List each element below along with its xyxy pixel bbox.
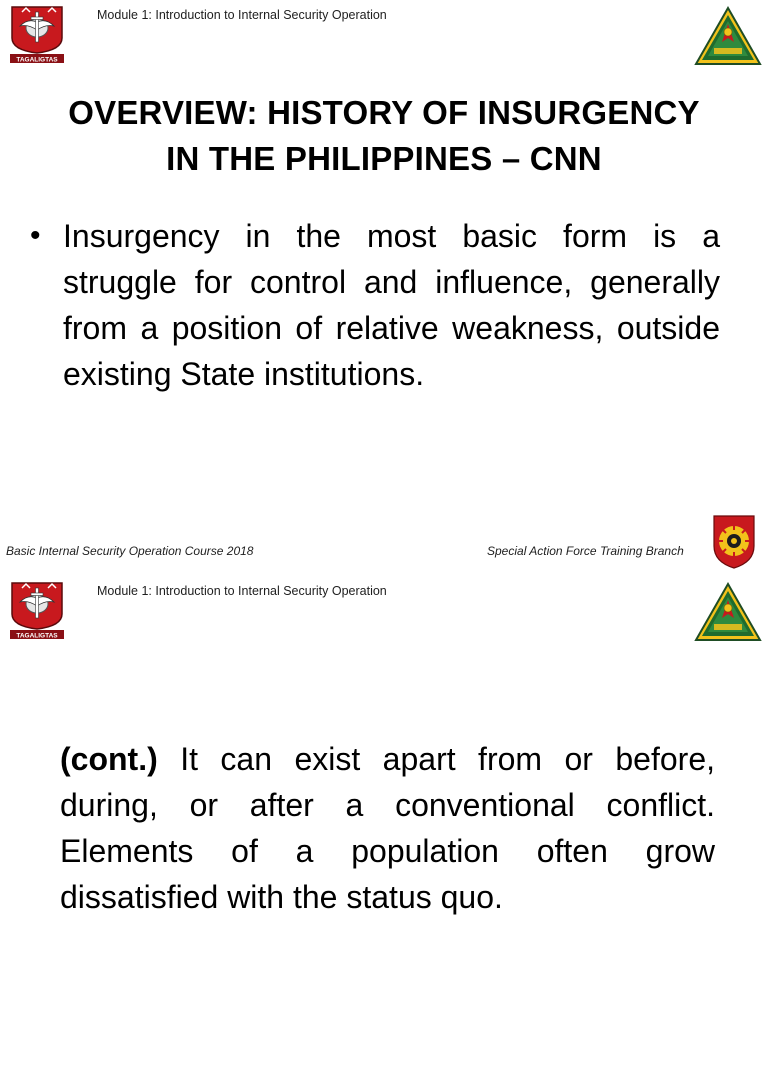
sword-shield-emblem-icon bbox=[8, 4, 66, 64]
bullet-item: Insurgency in the most basic form is a struggle for control and influence, generally from a position of relative weakness, outside existing State institutions. bbox=[63, 218, 720, 392]
heading-line-1: OVERVIEW: HISTORY OF INSURGENCY bbox=[68, 94, 700, 131]
bullet-icon: • bbox=[30, 219, 41, 252]
heading-line-2: IN THE PHILIPPINES – CNN bbox=[166, 140, 602, 177]
footer-course-name: Basic Internal Security Operation Course 2018 bbox=[6, 544, 254, 558]
slide-2 bbox=[0, 576, 768, 1088]
bullet-list bbox=[30, 213, 720, 397]
sword-shield-emblem-icon bbox=[8, 580, 66, 640]
sun-emblem-icon bbox=[708, 512, 760, 570]
slide-heading bbox=[0, 90, 768, 182]
slide-1 bbox=[0, 0, 768, 512]
triangle-emblem-icon bbox=[694, 6, 762, 66]
body-paragraph bbox=[60, 736, 715, 920]
footer-strip bbox=[0, 512, 768, 576]
module-title: Module 1: Introduction to Internal Security Operation bbox=[97, 584, 387, 598]
logo-left-caption: TAGALIGTAS bbox=[16, 632, 58, 640]
footer-branch-name: Special Action Force Training Branch bbox=[487, 544, 684, 558]
logo-left-caption: TAGALIGTAS bbox=[16, 56, 58, 64]
body-text: It can exist apart from or before, during, or after a conventional conflict. Elements of a population often grow dissatisfied with the status quo. bbox=[60, 741, 715, 915]
cont-label: (cont.) bbox=[60, 741, 158, 777]
triangle-emblem-icon bbox=[694, 582, 762, 642]
module-title: Module 1: Introduction to Internal Security Operation bbox=[97, 8, 387, 22]
